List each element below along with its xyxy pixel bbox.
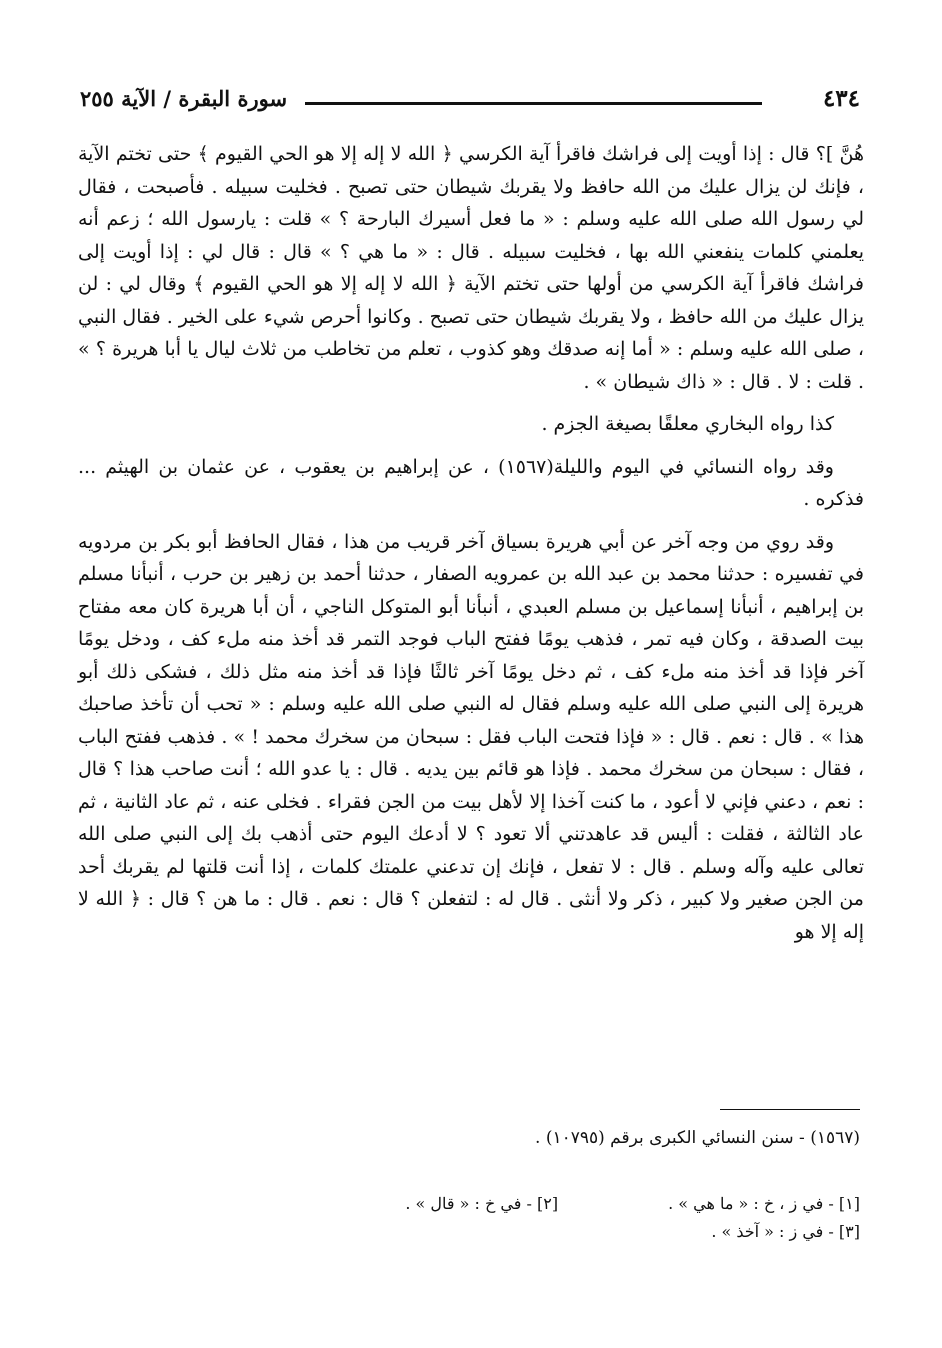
surah-title: سورة البقرة / الآية ٢٥٥ [80,85,288,111]
variant-note-3: [٣] - في ز : « آخذ » . [711,1222,860,1241]
footnote-source: (١٥٦٧) - سنن النسائي الكبرى برقم (١٠٧٩٥) . [535,1128,860,1148]
variant-notes [300,1190,860,1246]
paragraph-4: وقد روي من وجه آخر عن أبي هريرة بسياق آخر قريب من هذا ، فقال الحافظ أبو بكر بن مردويه في تفسيره : حدثنا محمد بن عبد الله بن عمرويه الصفار ، حدثنا أحمد بن زهير بن حرب ، أنبأنا مسلم بن إبراهيم ، أنبأنا إسماعيل بن مسلم العبدي ، أنبأنا أبو المتوكل الناجي ، أن أبا هريرة كان معه مفتاح بيت الصدقة ، وكان فيه تمر ، فذهب يومًا ففتح الباب فوجد التمر قد أخذ منه ملء كف ، ودخل يومًا آخر فإذا قد أخذ منه ملء كف ، ثم دخل يومًا آخر ثالثًا فإذا قد أخذ منه مثل ذلك ، فشكى ذلك أبو هريرة إلى النبي صلى الله عليه وسلم فقال له النبي صلى الله عليه وسلم : « تحب أن تأخذ صاحبك هذا » . قال : نعم . قال : « فإذا فتحت الباب فقل : سبحان من سخرك محمد ! » . فذهب ففتح الباب ، فقال : سبحان من سخرك محمد . فإذا هو قائم بين يديه . قال : يا عدو الله ؛ أنت صاحب هذا ؟ قال : نعم ، دعني فإني لا أعود ، ما كنت آخذا إلا لأهل بيت من الجن فقراء . فخلى عنه ، ثم عاد الثانية ، ثم عاد الثالثة ، فقلت : أليس قد عاهدتني ألا تعود ؟ لا أدعك اليوم حتى أذهب بك إلى النبي صلى الله تعالى عليه وآله وسلم . قال : لا تفعل ، فإنك إن تدعني علمتك كلمات ، إذا أنت قلتها لم يقربك أحد من الجن صغير ولا كبير ، ذكر ولا أنثى . قال له : لتفعلن ؟ قال : نعم . قال : ما هن ؟ قال : ﴿ الله لا إله إلا هو [78,530,864,943]
main-text [78,138,864,948]
footnote-rule [720,1109,860,1110]
page-header [80,78,860,118]
paragraph-1: هُنَّ ]؟ قال : إذا أويت إلى فراشك فاقرأ آية الكرسي ﴿ الله لا إله إلا هو الحي القيوم ﴾ حتى تختم الآية ، فإنك لن يزال عليك من الله حافظ ولا يقربك شيطان حتى تصبح . فخليت سبيله . فأصبحت ، فقال لي رسول الله صلى الله عليه وسلم : « ما فعل أسيرك البارحة ؟ » قلت : يارسول الله ؛ زعم أنه يعلمني كلمات ينفعني الله بها ، فخليت سبيله . قال : « ما هي ؟ » قال : قال لي : إذا أويت إلى فراشك فاقرأ آية الكرسي من أولها حتى تختم الآية ﴿ الله لا إله إلا هو الحي القيوم ﴾ وقال لي : لن يزال عليك من الله حافظ ، ولا يقربك شيطان حتى تصبح . وكانوا أحرص شيء على الخير . فقال النبي ، صلى الله عليه وسلم : « أما إنه صدقك وهو كذوب ، تعلم من تخاطب من ثلاث ليال يا أبا هريرة ؟ » . قلت : لا . قال : « ذاك شيطان » . [77,143,864,393]
paragraph-3: وقد رواه النسائي في اليوم والليلة(١٥٦٧) ، عن إبراهيم بن يعقوب ، عن عثمان بن الهيثم ... فذكره . [78,455,864,510]
page-number: ٤٣٤ [822,84,860,112]
header-rule [305,102,762,105]
paragraph-2: كذا رواه البخاري معلقًا بصيغة الجزم . [541,413,834,435]
variant-note-1: [١] - في ز ، خ : « ما هي » . [668,1194,860,1213]
variant-note-2: [٢] - في خ : « قال » . [405,1194,559,1213]
